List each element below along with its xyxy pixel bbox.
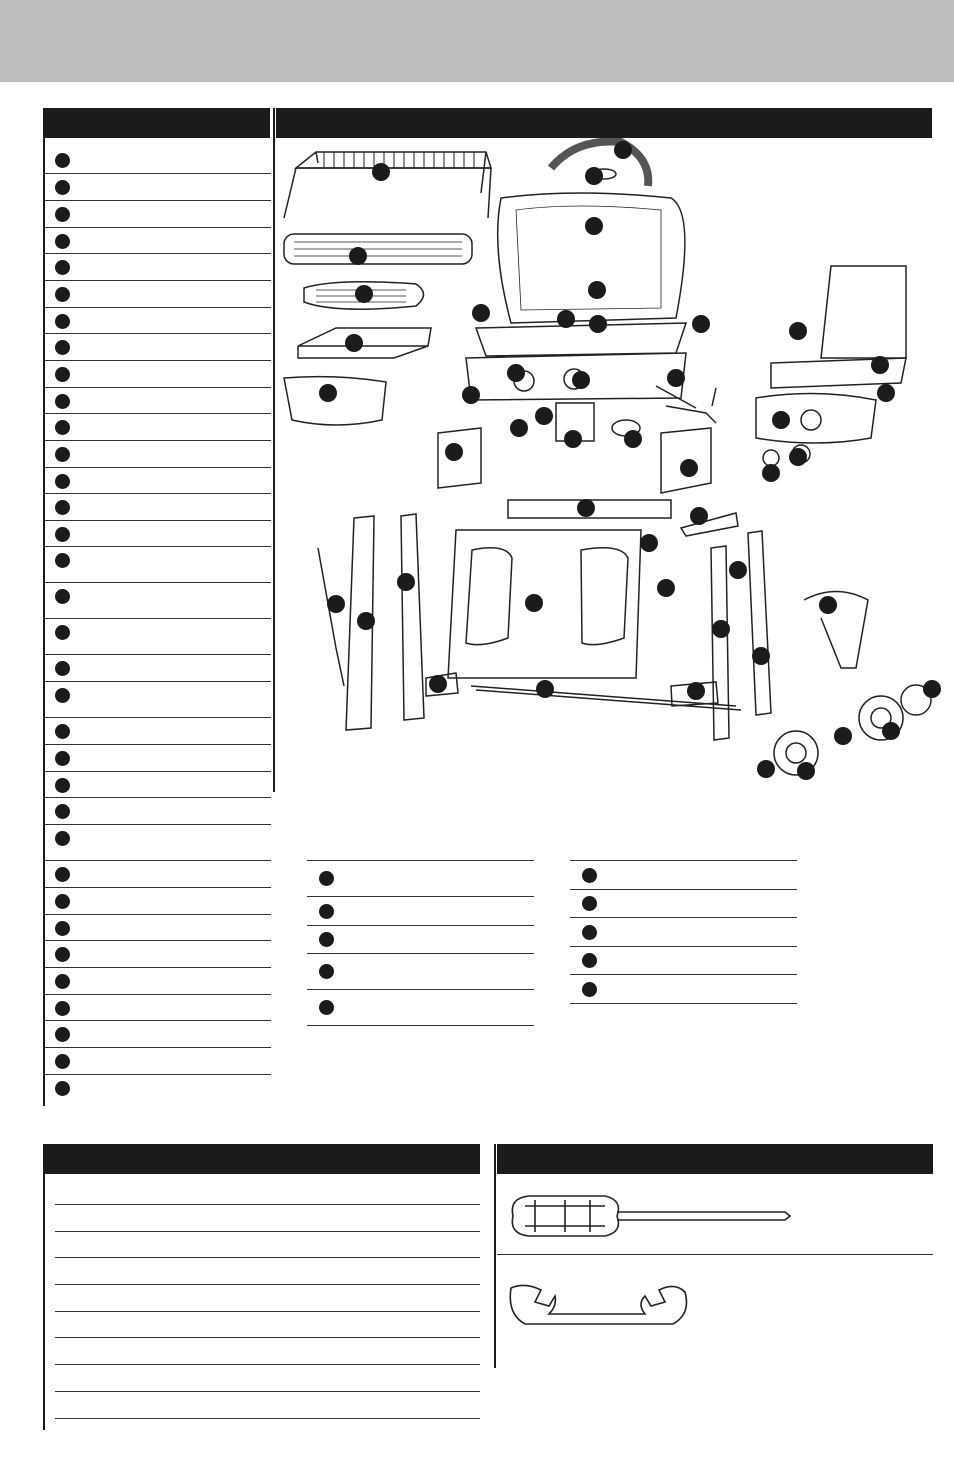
part-row-divider bbox=[45, 440, 271, 441]
hardware-row-divider bbox=[307, 1025, 534, 1026]
callout-marker bbox=[640, 534, 658, 552]
part-bullet bbox=[55, 921, 70, 936]
part-bullet bbox=[55, 553, 70, 568]
callout-marker bbox=[357, 612, 375, 630]
part-row-divider bbox=[45, 994, 271, 995]
callout-marker bbox=[535, 407, 553, 425]
part-row-divider bbox=[45, 771, 271, 772]
front-panel-drawing bbox=[284, 377, 386, 425]
part-bullet bbox=[55, 778, 70, 793]
callout-marker bbox=[657, 579, 675, 597]
callout-marker bbox=[687, 682, 705, 700]
hardware-bullet bbox=[582, 982, 597, 997]
side-burner-lid-drawing bbox=[821, 266, 906, 358]
hardware-row-divider bbox=[570, 946, 797, 947]
part-bullet bbox=[55, 314, 70, 329]
part-bullet bbox=[55, 804, 70, 819]
part-row-divider bbox=[45, 797, 271, 798]
part-row-divider bbox=[45, 681, 271, 682]
part-bullet bbox=[55, 1081, 70, 1096]
callout-marker bbox=[372, 163, 390, 181]
part-row-divider bbox=[45, 387, 271, 388]
part-bullet bbox=[55, 234, 70, 249]
callout-marker bbox=[345, 334, 363, 352]
part-bullet bbox=[55, 260, 70, 275]
firebox-drawing bbox=[476, 323, 686, 356]
hardware-bullet bbox=[319, 1000, 334, 1015]
hardware-bullet bbox=[319, 964, 334, 979]
part-bullet bbox=[55, 894, 70, 909]
wrench-icon bbox=[505, 1280, 690, 1336]
part-bullet bbox=[55, 394, 70, 409]
callout-marker bbox=[667, 369, 685, 387]
callout-marker bbox=[525, 594, 543, 612]
part-bullet bbox=[55, 287, 70, 302]
part-row-divider bbox=[45, 582, 271, 583]
part-row-divider bbox=[45, 227, 271, 228]
hardware-bullet bbox=[319, 871, 334, 886]
callout-marker bbox=[690, 507, 708, 525]
part-bullet bbox=[55, 661, 70, 676]
leg-rear-right-drawing bbox=[748, 531, 771, 715]
callout-marker bbox=[772, 411, 790, 429]
callout-marker bbox=[536, 680, 554, 698]
callout-marker bbox=[624, 430, 642, 448]
regulator-drawing bbox=[656, 386, 716, 423]
hardware-bullet bbox=[319, 904, 334, 919]
callout-marker bbox=[355, 285, 373, 303]
callout-marker bbox=[877, 384, 895, 402]
part-bullet bbox=[55, 867, 70, 882]
hardware-row-divider bbox=[307, 896, 534, 897]
part-row-divider bbox=[45, 824, 271, 825]
callout-marker bbox=[712, 620, 730, 638]
part-bullet bbox=[55, 1027, 70, 1042]
callout-marker bbox=[510, 419, 528, 437]
part-row-divider bbox=[45, 860, 271, 861]
exploded-view-header bbox=[276, 108, 932, 138]
part-row-divider bbox=[45, 618, 271, 619]
part-bullet bbox=[55, 340, 70, 355]
part-row-divider bbox=[45, 360, 271, 361]
part-row-divider bbox=[45, 717, 271, 718]
part-bullet bbox=[55, 831, 70, 846]
callout-marker bbox=[923, 680, 941, 698]
part-row-divider bbox=[45, 914, 271, 915]
screwdriver-icon bbox=[505, 1190, 795, 1242]
part-row-divider bbox=[45, 1047, 271, 1048]
callout-marker bbox=[445, 443, 463, 461]
checklist-row-divider bbox=[55, 1231, 480, 1232]
checklist-row-divider bbox=[55, 1364, 480, 1365]
callout-marker bbox=[588, 281, 606, 299]
part-row-divider bbox=[45, 940, 271, 941]
hardware-row-divider bbox=[307, 925, 534, 926]
hardware-row-divider bbox=[570, 917, 797, 918]
callout-marker bbox=[797, 762, 815, 780]
hardware-row-divider bbox=[570, 860, 797, 861]
callout-marker bbox=[564, 430, 582, 448]
callout-marker bbox=[462, 386, 480, 404]
part-row-divider bbox=[45, 467, 271, 468]
callout-marker bbox=[789, 448, 807, 466]
callout-marker bbox=[752, 647, 770, 665]
part-bullet bbox=[55, 207, 70, 222]
callout-marker bbox=[327, 595, 345, 613]
part-row-divider bbox=[45, 887, 271, 888]
callout-marker bbox=[557, 310, 575, 328]
callout-marker bbox=[507, 364, 525, 382]
part-row-divider bbox=[45, 253, 271, 254]
warming-rack-drawing bbox=[284, 152, 491, 218]
part-row-divider bbox=[45, 173, 271, 174]
leg-front-right-drawing bbox=[711, 546, 729, 740]
callout-marker bbox=[589, 315, 607, 333]
part-row-divider bbox=[45, 546, 271, 547]
callout-marker bbox=[397, 573, 415, 591]
part-bullet bbox=[55, 974, 70, 989]
callout-marker bbox=[680, 459, 698, 477]
tank-rod-drawing bbox=[318, 548, 344, 686]
part-bullet bbox=[55, 180, 70, 195]
hardware-bullet bbox=[582, 868, 597, 883]
part-bullet bbox=[55, 1054, 70, 1069]
checklist-header bbox=[43, 1144, 480, 1174]
cart-body-drawing bbox=[448, 530, 641, 678]
checklist-row-divider bbox=[55, 1204, 480, 1205]
checklist-row-divider bbox=[55, 1257, 480, 1258]
tools-left-border bbox=[494, 1144, 496, 1368]
part-bullet bbox=[55, 724, 70, 739]
checklist-row-divider bbox=[55, 1284, 480, 1285]
callout-marker bbox=[577, 499, 595, 517]
callout-marker bbox=[729, 561, 747, 579]
hardware-row-divider bbox=[307, 989, 534, 990]
tools-divider bbox=[497, 1254, 933, 1255]
callout-marker bbox=[585, 217, 603, 235]
part-row-divider bbox=[45, 520, 271, 521]
callout-marker bbox=[789, 322, 807, 340]
hardware-bullet bbox=[582, 925, 597, 940]
part-row-divider bbox=[45, 654, 271, 655]
tools-header bbox=[497, 1144, 933, 1174]
callout-marker bbox=[762, 464, 780, 482]
part-row-divider bbox=[45, 333, 271, 334]
hardware-row-divider bbox=[570, 974, 797, 975]
parts-list-left-border bbox=[43, 108, 45, 1106]
callout-marker bbox=[429, 675, 447, 693]
hardware-bullet bbox=[319, 932, 334, 947]
checklist-row-divider bbox=[55, 1418, 480, 1419]
part-bullet bbox=[55, 500, 70, 515]
part-row-divider bbox=[45, 200, 271, 201]
part-bullet bbox=[55, 474, 70, 489]
part-bullet bbox=[55, 153, 70, 168]
hardware-row-divider bbox=[570, 889, 797, 890]
callout-marker bbox=[757, 760, 775, 778]
callout-marker bbox=[614, 141, 632, 159]
part-bullet bbox=[55, 688, 70, 703]
checklist-row-divider bbox=[55, 1391, 480, 1392]
part-bullet bbox=[55, 751, 70, 766]
exploded-view-diagram bbox=[276, 138, 944, 798]
callout-marker bbox=[692, 315, 710, 333]
checklist-left-border bbox=[43, 1144, 45, 1430]
part-bullet bbox=[55, 1001, 70, 1016]
part-row-divider bbox=[45, 1020, 271, 1021]
part-bullet bbox=[55, 589, 70, 604]
parts-list-header bbox=[43, 108, 270, 138]
callout-marker bbox=[349, 247, 367, 265]
hardware-row-divider bbox=[570, 1003, 797, 1004]
top-banner bbox=[0, 0, 954, 82]
hardware-bullet bbox=[582, 953, 597, 968]
part-bullet bbox=[55, 625, 70, 640]
part-row-divider bbox=[45, 307, 271, 308]
part-row-divider bbox=[45, 744, 271, 745]
part-row-divider bbox=[45, 967, 271, 968]
part-row-divider bbox=[45, 493, 271, 494]
part-row-divider bbox=[45, 280, 271, 281]
hardware-row-divider bbox=[307, 860, 534, 861]
callout-marker bbox=[882, 722, 900, 740]
checklist-row-divider bbox=[55, 1337, 480, 1338]
callout-marker bbox=[834, 727, 852, 745]
part-bullet bbox=[55, 420, 70, 435]
callout-marker bbox=[472, 304, 490, 322]
callout-marker bbox=[572, 371, 590, 389]
callout-marker bbox=[871, 356, 889, 374]
part-bullet bbox=[55, 367, 70, 382]
part-row-divider bbox=[45, 413, 271, 414]
hardware-bullet bbox=[582, 896, 597, 911]
heat-shield-drawing bbox=[298, 328, 431, 358]
exploded-view-left-border bbox=[273, 108, 275, 792]
part-bullet bbox=[55, 527, 70, 542]
part-bullet bbox=[55, 447, 70, 462]
bottom-shelf-drawing bbox=[681, 513, 738, 536]
checklist-row-divider bbox=[55, 1311, 480, 1312]
callout-marker bbox=[319, 384, 337, 402]
part-row-divider bbox=[45, 1074, 271, 1075]
leg-rear-left-drawing bbox=[401, 514, 424, 720]
hardware-row-divider bbox=[307, 953, 534, 954]
lid-drawing bbox=[498, 193, 685, 323]
part-bullet bbox=[55, 947, 70, 962]
callout-marker bbox=[819, 596, 837, 614]
callout-marker bbox=[585, 167, 603, 185]
callout-markers bbox=[319, 141, 941, 780]
